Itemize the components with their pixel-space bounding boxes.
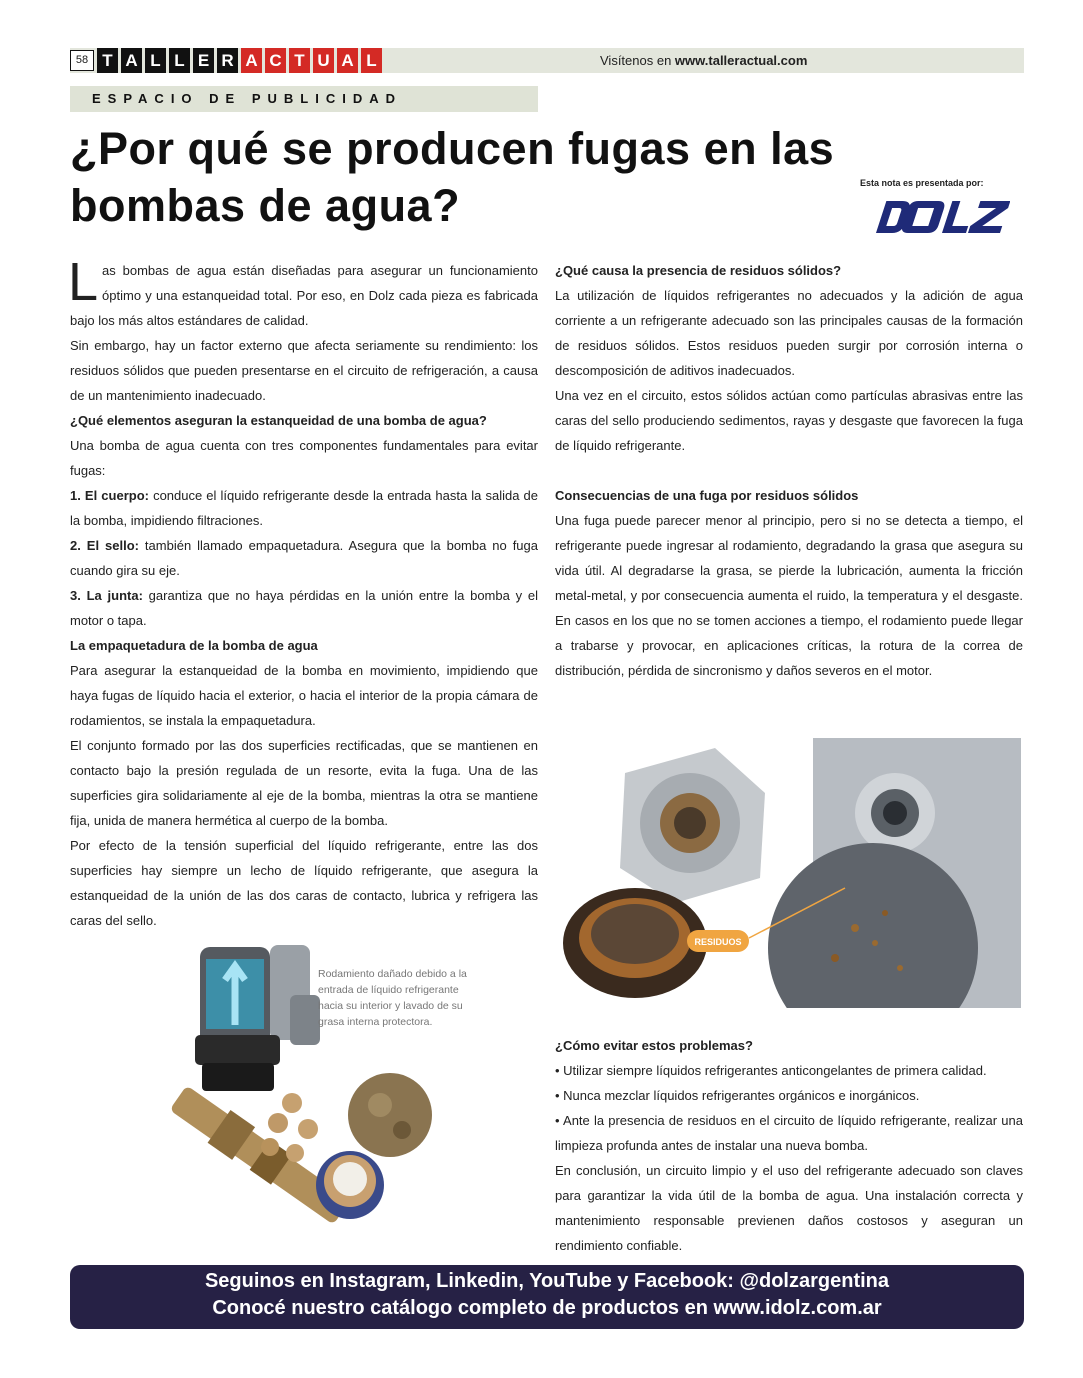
logo-letter: A [121, 48, 142, 73]
subheading: ¿Qué causa la presencia de residuos sólidos? [555, 263, 842, 278]
subheading: ¿Qué elementos aseguran la estanqueidad de una bomba de agua? [70, 413, 487, 428]
logo-letter: T [97, 48, 118, 73]
logo-letter: L [169, 48, 190, 73]
bullet-item: • Nunca mezclar líquidos refrigerantes orgánicos e inorgánicos. [555, 1088, 920, 1103]
list-item [70, 483, 538, 533]
residue-seal-photo [555, 738, 1021, 1008]
bullet-item: • Utilizar siempre líquidos refrigerantes anticongelantes de primera calidad. [555, 1063, 987, 1078]
logo-letter: A [241, 48, 262, 73]
intro-paragraph [68, 252, 538, 333]
list-text: también llamado empaquetadura. Asegura que la bomba no fuga cuando gira su eje. [70, 538, 538, 578]
paragraph: El conjunto formado por las dos superficies rectificadas, que se mantienen en contacto bajo la presión regulada de un resorte, evita la fuga. Una de las superficies gira solidariamente al eje de la bomba, mientras la otra se mantiene fija, unida de manera hermética al cuerpo de la bomba. [70, 738, 538, 828]
page-number: 58 [70, 50, 94, 71]
paragraph: Por efecto de la tensión superficial del líquido refrigerante, entre las dos superficies hay siempre un lecho de líquido refrigerante, que asegura la estanqueidad de la unión de las dos caras de contacto, lubrica y refrigera las caras del sello. [70, 838, 538, 928]
list-label: 1. El cuerpo: [70, 488, 149, 503]
list-text: garantiza que no haya pérdidas en la unión entre la bomba y el motor o tapa. [70, 588, 538, 628]
paragraph: La utilización de líquidos refrigerantes no adecuados y la adición de agua corriente a un refrigerante adecuado son las principales causas de la formación de residuos sólidos. Estos residuos pueden surgir por corrosión interna o descomposición de aditivos inadecuados. [555, 288, 1023, 378]
paragraph: Una bomba de agua cuenta con tres componentes fundamentales para evitar fugas: [70, 438, 538, 478]
social-links-line[interactable]: Seguinos en Instagram, Linkedin, YouTube y Facebook: @dolzargentina [204, 1270, 890, 1292]
damaged-bearing-photo [140, 935, 538, 1235]
logo-letter: L [145, 48, 166, 73]
magazine-logo [97, 48, 382, 73]
paragraph: Una fuga puede parecer menor al principio, pero si no se detecta a tiempo, el refrigerante puede ingresar al rodamiento, degradando la grasa que asegura su vida útil. Al degradarse la grasa, se pierde la lubricación, aumenta la fricción metal-metal, y por consecuencia aumenta el ruido, la temperatura y el desgaste. En casos en los que no se tomen acciones a tiempo, el rodamiento puede llegar a trabarse y provocar, en aplicaciones críticas, la rotura de la correa de distribución, pérdida de sincronismo y daños severos en el motor. [555, 513, 1023, 678]
list-label: 2. El sello: [70, 538, 139, 553]
logo-letter: C [265, 48, 286, 73]
list-item [70, 533, 538, 583]
subheading: La empaquetadura de la bomba de agua [70, 638, 318, 653]
left-column [68, 252, 538, 933]
website-link[interactable]: www.talleractual.com [674, 53, 808, 68]
catalog-link-line[interactable]: Conocé nuestro catálogo completo de productos en www.idolz.com.ar [212, 1297, 882, 1319]
list-label: 3. La junta: [70, 588, 143, 603]
visit-prefix: Visítenos en [600, 53, 675, 68]
logo-letter: E [193, 48, 214, 73]
photo-caption-line: grasa interna protectora. [318, 1016, 433, 1028]
logo-letter: U [313, 48, 334, 73]
title-line-2: bombas de agua? [70, 180, 461, 231]
paragraph: Para asegurar la estanqueidad de la bomba en movimiento, impidiendo que haya fugas de líquido hacia el exterior, o hacia el interior de la propia cámara de rodamientos, se instala la empaquetadura. [70, 663, 538, 728]
subheading: Consecuencias de una fuga por residuos sólidos [555, 488, 859, 503]
logo-letter: R [217, 48, 238, 73]
right-column [555, 258, 1023, 683]
title-line-1: ¿Por qué se producen fugas en las [70, 123, 835, 174]
photo-caption-line: Rodamiento dañado debido a la [318, 968, 467, 980]
paragraph: Sin embargo, hay un factor externo que afecta seriamente su rendimiento: los residuos sólidos que pueden presentarse en el circuito de refrigeración, a causa de un mantenimiento inadecuado. [70, 338, 538, 403]
paragraph: Una vez en el circuito, estos sólidos actúan como partículas abrasivas entre las caras del sello produciendo sedimentos, rayas y desgaste que favorecen la fuga de líquido refrigerante. [555, 388, 1023, 453]
subheading: ¿Cómo evitar estos problemas? [555, 1038, 753, 1053]
section-label: ESPACIO DE PUBLICIDAD [92, 91, 402, 106]
spacer [555, 458, 1023, 483]
list-item [70, 583, 538, 633]
drop-cap: L [68, 252, 99, 312]
website-notice [600, 48, 807, 73]
photo-caption-line: entrada de líquido refrigerante [318, 984, 459, 996]
photo-caption-line: hacia su interior y lavado de su [318, 1000, 463, 1012]
bullet-item: • Ante la presencia de residuos en el circuito de líquido refrigerante, realizar una limpieza profunda antes de instalar una nueva bomba. [555, 1113, 1023, 1153]
dolz-logo [870, 196, 1010, 238]
intro-text: as bombas de agua están diseñadas para asegurar un funcionamiento óptimo y una estanqueidad total. Por eso, en Dolz cada pieza es fabricada bajo los más altos estándares de calidad. [70, 263, 538, 328]
sponsor-caption: Esta nota es presentada por: [860, 178, 984, 188]
logo-letter: L [361, 48, 382, 73]
list-text: conduce el líquido refrigerante desde la entrada hasta la salida de la bomba, impidiendo filtraciones. [70, 488, 538, 528]
logo-letter: T [289, 48, 310, 73]
logo-letter: A [337, 48, 358, 73]
residue-tag: RESIDUOS [694, 937, 742, 947]
paragraph: En conclusión, un circuito limpio y el uso del refrigerante adecuado son claves para garantizar la vida útil de la bomba de agua. Una instalación correcta y mantenimiento responsable previenen daños costosos y aseguran un rendimiento confiable. [555, 1163, 1023, 1253]
right-column-bottom [555, 1033, 1023, 1258]
